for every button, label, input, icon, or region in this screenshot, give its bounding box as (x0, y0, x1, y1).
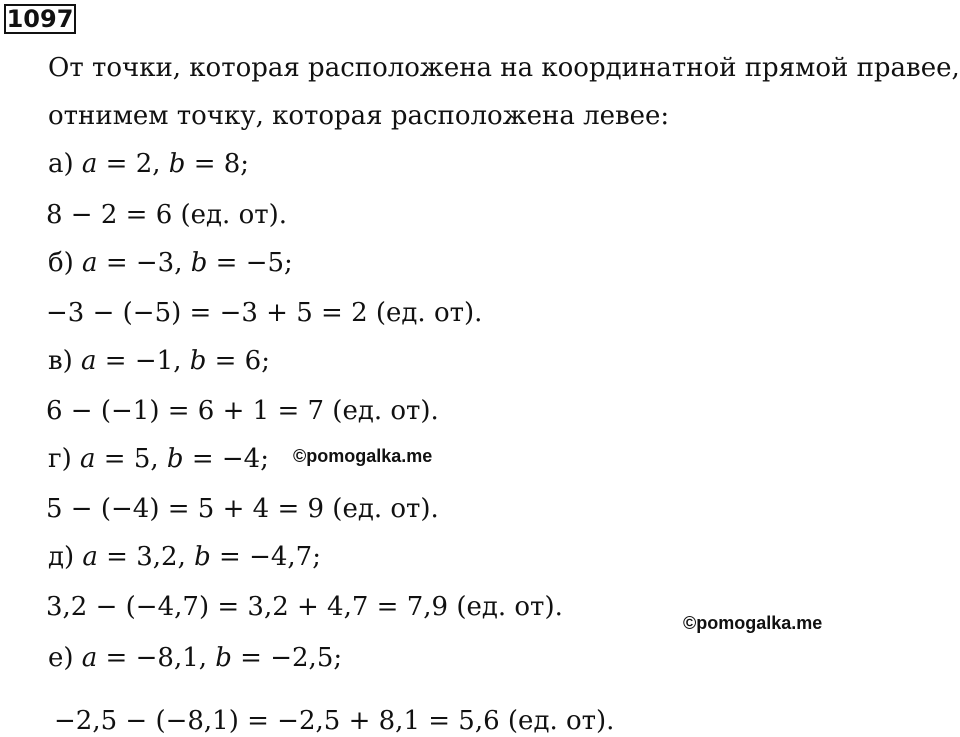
problem-number: 1097 (4, 4, 76, 34)
case-e-values: д) 𝑎 = 3,2, 𝑏 = −4,7; (48, 542, 321, 572)
case-c-solution: 6 − (−1) = 6 + 1 = 7 (ед. от). (46, 396, 439, 426)
case-f-solution: −2,5 − (−8,1) = −2,5 + 8,1 = 5,6 (ед. от). (54, 706, 615, 736)
case-a-solution: 8 − 2 = 6 (ед. от). (46, 200, 288, 230)
case-d-values: г) 𝑎 = 5, 𝑏 = −4; (48, 444, 269, 474)
case-f-values: е) 𝑎 = −8,1, 𝑏 = −2,5; (48, 643, 343, 673)
watermark: ©pomogalka.me (293, 446, 433, 466)
case-a-values: а) 𝑎 = 2, 𝑏 = 8; (48, 149, 250, 179)
intro-line-1: От точки, которая расположена на координатной прямой правее, (48, 53, 960, 83)
watermark: ©pomogalka.me (683, 613, 823, 633)
intro-line-2: отнимем точку, которая расположена левее: (48, 101, 670, 131)
case-c-values: в) 𝑎 = −1, 𝑏 = 6; (48, 346, 270, 376)
case-b-values: б) 𝑎 = −3, 𝑏 = −5; (48, 248, 293, 278)
case-b-solution: −3 − (−5) = −3 + 5 = 2 (ед. от). (46, 298, 483, 328)
case-e-solution: 3,2 − (−4,7) = 3,2 + 4,7 = 7,9 (ед. от). (46, 592, 563, 622)
case-d-solution: 5 − (−4) = 5 + 4 = 9 (ед. от). (46, 494, 439, 524)
